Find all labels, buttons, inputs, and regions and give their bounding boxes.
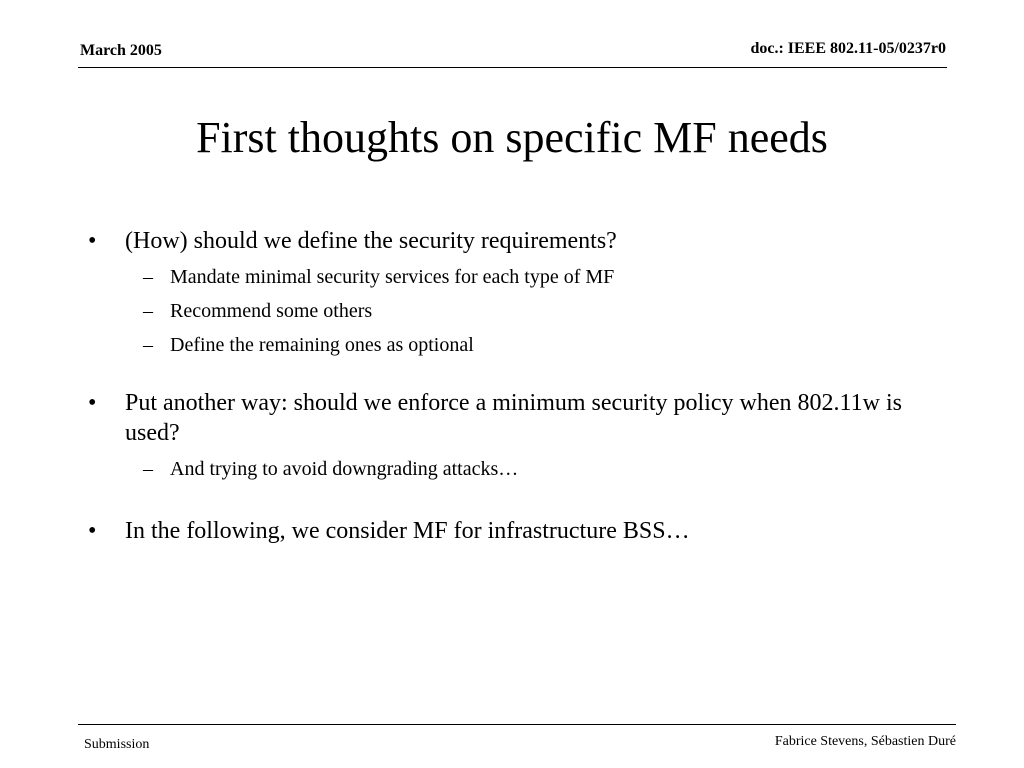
bullet-text: (How) should we define the security requirements? <box>125 228 617 254</box>
footer-submission: Submission <box>84 737 150 752</box>
bullet-item <box>88 516 948 546</box>
spacer <box>88 358 948 388</box>
bullet-item <box>88 388 948 448</box>
header-doc-id: doc.: IEEE 802.11-05/0237r0 <box>750 40 946 57</box>
sub-bullet-item <box>88 332 948 358</box>
slide-body <box>88 226 948 546</box>
spacer <box>88 482 948 516</box>
footer-authors: Fabrice Stevens, Sébastien Duré <box>774 734 956 749</box>
slide-title: First thoughts on specific MF needs <box>196 113 828 162</box>
sub-bullet-item <box>88 456 948 482</box>
dash-marker: – <box>143 334 153 356</box>
header-date: March 2005 <box>80 42 162 59</box>
bullet-item <box>88 226 948 256</box>
footer-rule <box>78 724 956 725</box>
sub-bullet-text: Mandate minimal security services for each type of MF <box>170 266 615 288</box>
dash-marker: – <box>143 266 153 288</box>
bullet-marker: • <box>88 390 97 416</box>
bullet-marker: • <box>88 518 97 544</box>
bullet-marker: • <box>88 228 97 254</box>
header-rule <box>78 67 947 68</box>
sub-bullet-item <box>88 298 948 324</box>
dash-marker: – <box>143 300 153 322</box>
sub-bullet-text: And trying to avoid downgrading attacks… <box>170 458 519 480</box>
dash-marker: – <box>143 458 153 480</box>
bullet-text: In the following, we consider MF for infrastructure BSS… <box>125 518 690 544</box>
sub-bullet-item <box>88 264 948 290</box>
sub-bullet-text: Recommend some others <box>170 300 373 322</box>
sub-bullet-text: Define the remaining ones as optional <box>170 334 474 356</box>
bullet-text: Put another way: should we enforce a minimum security policy when 802.11w is used? <box>125 390 902 446</box>
